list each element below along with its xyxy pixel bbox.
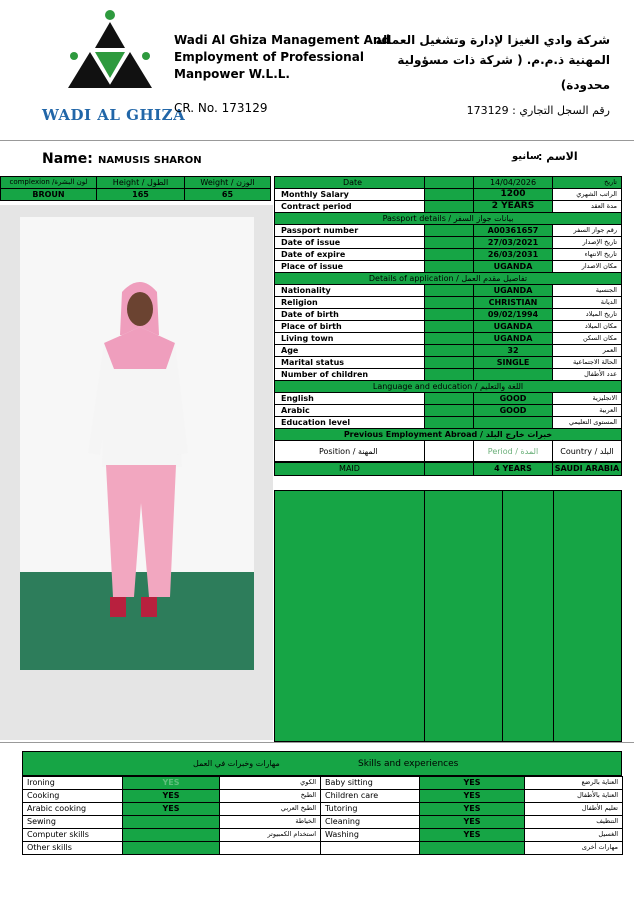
- passport-row-0-value: A00361657: [473, 224, 553, 237]
- header-divider: [0, 140, 634, 141]
- skill-right-label-3: Cleaning: [320, 815, 420, 829]
- skill-right-value-0: YES: [419, 776, 525, 790]
- skill-right-ar-4: الغسيل: [524, 828, 623, 842]
- skill-left-ar-3: الخياطة: [219, 815, 321, 829]
- employment-spacer-2: [424, 462, 474, 476]
- employment-period-label: Period / المدة: [473, 440, 553, 462]
- weight-header: Weight / الوزن: [184, 176, 271, 189]
- logo-text: WADI AL GHIZA: [42, 106, 186, 124]
- skill-right-label-1: Children care: [320, 789, 420, 803]
- skill-right-value-3: YES: [419, 815, 525, 829]
- application-row-2-label: Date of birth: [274, 308, 425, 321]
- application-row-5-value: 32: [473, 344, 553, 357]
- skill-left-ar-2: الطبخ العربي: [219, 802, 321, 816]
- application-row-3-ar: مكان الميلاد: [552, 320, 622, 333]
- complexion-value: BROUN: [0, 188, 97, 201]
- name-value: NAMUSIS SHARON: [97, 155, 202, 166]
- skill-left-ar-5: [219, 841, 321, 855]
- top-row-0-ar: تاريخ: [552, 176, 622, 189]
- top-row-2-label: Contract period: [274, 200, 425, 213]
- passport-row-2-label: Date of expire: [274, 248, 425, 261]
- skill-left-ar-1: الطبخ: [219, 789, 321, 803]
- name-ar-label: الاسم :: [538, 150, 578, 163]
- application-row-7-label: Number of children: [274, 368, 425, 381]
- company-name-ar-3: محدودة): [560, 78, 610, 92]
- language-row-0-value: GOOD: [473, 392, 553, 405]
- top-row-2-value: 2 YEARS: [473, 200, 553, 213]
- skill-right-ar-2: تعليم الأطفال: [524, 802, 623, 816]
- application-row-6-ar: الحالة الاجتماعية: [552, 356, 622, 369]
- passport-row-3-ar: مكان الاصدار: [552, 260, 622, 273]
- application-row-6-label: Marital status: [274, 356, 425, 369]
- employment-country-label: Country / البلد: [552, 440, 622, 462]
- language-row-0-ar: الانجليزية: [552, 392, 622, 405]
- skill-right-value-2: YES: [419, 802, 525, 816]
- application-row-4-value: UGANDA: [473, 332, 553, 345]
- application-row-2-value: 09/02/1994: [473, 308, 553, 321]
- skill-right-ar-5: مهارات أخرى: [524, 841, 623, 855]
- passport-row-1-ar: تاريخ الإصدار: [552, 236, 622, 249]
- passport-row-0-ar: رقم جواز السفر: [552, 224, 622, 237]
- employment-period: 4 YEARS: [473, 462, 553, 476]
- weight-value: 65: [184, 188, 271, 201]
- passport-row-1-value: 27/03/2021: [473, 236, 553, 249]
- language-row-2-ar: المستوى التعليمي: [552, 416, 622, 429]
- language-row-1-value: GOOD: [473, 404, 553, 417]
- language-header: Language and education / اللغة والتعليم: [274, 380, 622, 393]
- language-row-0-label: English: [274, 392, 425, 405]
- application-row-5-label: Age: [274, 344, 425, 357]
- application-row-0-value: UGANDA: [473, 284, 553, 297]
- top-row-0-value: 14/04/2026: [473, 176, 553, 189]
- application-row-1-label: Religion: [274, 296, 425, 309]
- company-name-en-2: Employment of Professional: [174, 50, 364, 64]
- employment-position-label: Position / المهنة: [274, 440, 425, 462]
- skill-left-label-3: Sewing: [22, 815, 123, 829]
- employment-body: [274, 490, 622, 742]
- skills-header-en: Skills and experiences: [358, 759, 459, 769]
- candidate-photo: [20, 217, 254, 670]
- employment-spacer: [424, 440, 474, 462]
- skill-right-label-0: Baby sitting: [320, 776, 420, 790]
- employment-country: SAUDI ARABIA: [552, 462, 622, 476]
- top-row-1-label: Monthly Salary: [274, 188, 425, 201]
- name-row: [42, 148, 202, 167]
- skill-right-value-5: [419, 841, 525, 855]
- height-header: Height / الطول: [96, 176, 185, 189]
- skill-right-label-4: Washing: [320, 828, 420, 842]
- application-row-1-ar: الديانة: [552, 296, 622, 309]
- skills-header-ar: مهارات وخبرات في العمل: [193, 759, 280, 768]
- skill-left-value-0: YES: [122, 776, 220, 790]
- employment-position: MAID: [274, 462, 425, 476]
- skill-right-ar-1: العناية بالأطفال: [524, 789, 623, 803]
- application-row-3-label: Place of birth: [274, 320, 425, 333]
- application-header: Details of application / تفاصيل مقدم العمل: [274, 272, 622, 285]
- passport-row-1-label: Date of issue: [274, 236, 425, 249]
- skill-left-ar-0: الكوي: [219, 776, 321, 790]
- skill-left-label-5: Other skills: [22, 841, 123, 855]
- height-value: 165: [96, 188, 185, 201]
- skill-left-value-4: [122, 828, 220, 842]
- application-row-2-ar: تاريخ الميلاد: [552, 308, 622, 321]
- skill-right-label-5: [320, 841, 420, 855]
- language-row-1-label: Arabic: [274, 404, 425, 417]
- skill-left-value-5: [122, 841, 220, 855]
- application-row-3-value: UGANDA: [473, 320, 553, 333]
- skill-right-label-2: Tutoring: [320, 802, 420, 816]
- passport-row-3-label: Place of issue: [274, 260, 425, 273]
- application-row-1-value: CHRISTIAN: [473, 296, 553, 309]
- cr-number-ar: رقم السجل التجاري : 173129: [466, 104, 610, 117]
- skill-left-label-2: Arabic cooking: [22, 802, 123, 816]
- skill-left-label-0: Ironing: [22, 776, 123, 790]
- application-row-7-ar: عدد الأطفال: [552, 368, 622, 381]
- company-name-en-3: Manpower W.L.L.: [174, 67, 290, 81]
- skill-right-value-4: YES: [419, 828, 525, 842]
- application-row-5-ar: العمر: [552, 344, 622, 357]
- application-row-0-ar: الجنسية: [552, 284, 622, 297]
- skill-left-value-3: [122, 815, 220, 829]
- top-row-0-label: Date: [274, 176, 425, 189]
- skill-left-ar-4: استخدام الكمبيوتر: [219, 828, 321, 842]
- skills-header: [22, 751, 622, 776]
- company-logo: [60, 8, 160, 103]
- language-row-2-label: Education level: [274, 416, 425, 429]
- top-row-1-ar: الراتب الشهري: [552, 188, 622, 201]
- complexion-header: complexion /لون البشرة: [0, 176, 97, 189]
- passport-row-3-value: UGANDA: [473, 260, 553, 273]
- skill-left-label-1: Cooking: [22, 789, 123, 803]
- passport-row-0-label: Passport number: [274, 224, 425, 237]
- skill-left-label-4: Computer skills: [22, 828, 123, 842]
- employment-header: Previous Employment Abroad / خبرات خارج البلد: [274, 428, 622, 441]
- skill-left-value-1: YES: [122, 789, 220, 803]
- language-row-1-ar: العربية: [552, 404, 622, 417]
- company-name-en-1: Wadi Al Ghiza Management And: [174, 33, 391, 47]
- passport-row-2-ar: تاريخ الانتهاء: [552, 248, 622, 261]
- application-row-0-label: Nationality: [274, 284, 425, 297]
- skill-right-value-1: YES: [419, 789, 525, 803]
- bottom-divider: [0, 742, 634, 743]
- skill-right-ar-0: العناية بالرضع: [524, 776, 623, 790]
- company-name-ar-1: شركة وادي الغيزا لإدارة وتشغيل العمالة: [375, 33, 610, 47]
- name-ar-value: سانيو: [512, 151, 540, 162]
- top-row-2-ar: مدة العقد: [552, 200, 622, 213]
- passport-row-2-value: 26/03/2031: [473, 248, 553, 261]
- skill-left-value-2: YES: [122, 802, 220, 816]
- company-name-ar-2: المهنية ذ.م.م. ( شركة ذات مسؤولية: [397, 53, 610, 67]
- application-row-6-value: SINGLE: [473, 356, 553, 369]
- name-label: Name:: [42, 151, 93, 167]
- skill-right-ar-3: التنظيف: [524, 815, 623, 829]
- top-row-1-value: 1200: [473, 188, 553, 201]
- cr-number-en: CR. No. 173129: [174, 101, 268, 115]
- application-row-4-label: Living town: [274, 332, 425, 345]
- application-row-4-ar: مكان السكن: [552, 332, 622, 345]
- passport-header: Passport details / بيانات جواز السفر: [274, 212, 622, 225]
